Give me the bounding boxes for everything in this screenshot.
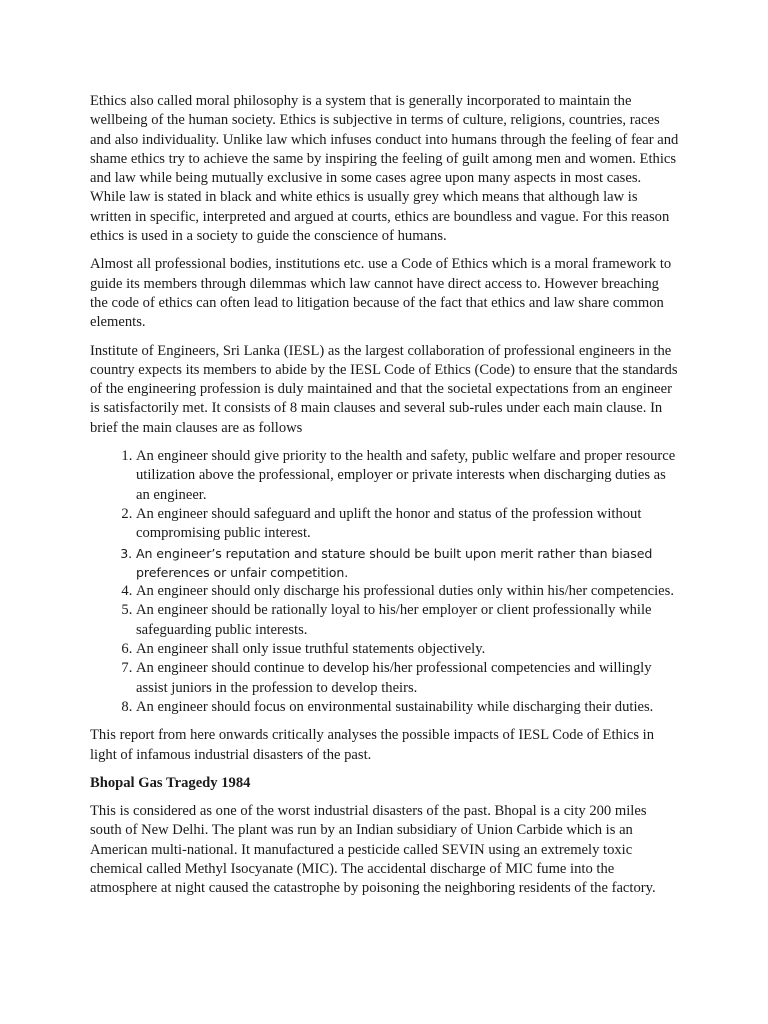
list-item: 5. An engineer should be rationally loyal to his/her employer or client professionally while safeguarding public interests. bbox=[136, 601, 680, 640]
document-page bbox=[90, 92, 680, 908]
bhopal-paragraph: This is considered as one of the worst industrial disasters of the past. Bhopal is a city 200 miles south of New Delhi. The plant was run by an Indian subsidiary of Union Carbide which is an American multi-national. It manufactured a pesticide called SEVIN using an extremely toxic chemical called Methyl Isocyanate (MIC). The accidental discharge of MIC fume into the atmosphere at night caused the catastrophe by poisoning the neighboring residents of the factory. bbox=[90, 803, 656, 897]
report-scope-paragraph: This report from here onwards critically analyses the possible impacts of IESL Code of Ethics in light of infamous industrial disasters of the past. bbox=[90, 727, 655, 763]
code-of-ethics-paragraph: Almost all professional bodies, institutions etc. use a Code of Ethics which is a moral framework to guide its members through dilemmas which law cannot have direct access to. However breaching the code of ethics can often lead to litigation because of the fact that ethics and law share common elements. bbox=[90, 256, 672, 331]
main-clauses-list bbox=[90, 447, 680, 717]
list-item: 6. An engineer shall only issue truthful statements objectively. bbox=[136, 640, 680, 659]
list-item: 3. An engineer’s reputation and stature should be built upon merit rather than biased preferences or unfair competition. bbox=[136, 544, 680, 583]
intro-paragraph: Ethics also called moral philosophy is a system that is generally incorporated to maintain the wellbeing of the human society. Ethics is subjective in terms of culture, religions, countries, races and also individuality. Unlike law which infuses conduct into humans through the feeling of fear and shame ethics try to achieve the same by inspiring the feeling of guilt among men and women. Ethics and law while being mutually exclusive in some cases agree upon many aspects in most cases. While law is stated in black and white ethics is usually grey which means that although law is written in specific, interpreted and argued at courts, ethics are boundless and vague. For this reason ethics is used in a society to guide the conscience of humans. bbox=[90, 93, 679, 245]
iesl-paragraph: Institute of Engineers, Sri Lanka (IESL) as the largest collaboration of professional engineers in the country expects its members to abide by the IESL Code of Ethics (Code) to ensure that the standards of the engineering profession is duly maintained and that the societal expectations from an engineer is satisfactorily met. It consists of 8 main clauses and several sub-rules under each main clause. In brief the main clauses are as follows bbox=[90, 342, 678, 436]
section-heading: Bhopal Gas Tragedy 1984 bbox=[90, 774, 251, 791]
list-item: 1. An engineer should give priority to the health and safety, public welfare and proper resource utilization above the professional, employer or private interests when discharging duties as an engineer. bbox=[136, 447, 680, 505]
list-item: 8. An engineer should focus on environmental sustainability while discharging their duties. bbox=[136, 698, 680, 717]
list-item: 4. An engineer should only discharge his professional duties only within his/her competencies. bbox=[136, 582, 680, 601]
list-item: 2. An engineer should safeguard and uplift the honor and status of the profession without compromising public interest. bbox=[136, 505, 680, 544]
list-item: 7. An engineer should continue to develop his/her professional competencies and willingly assist juniors in the profession to develop theirs. bbox=[136, 659, 680, 698]
